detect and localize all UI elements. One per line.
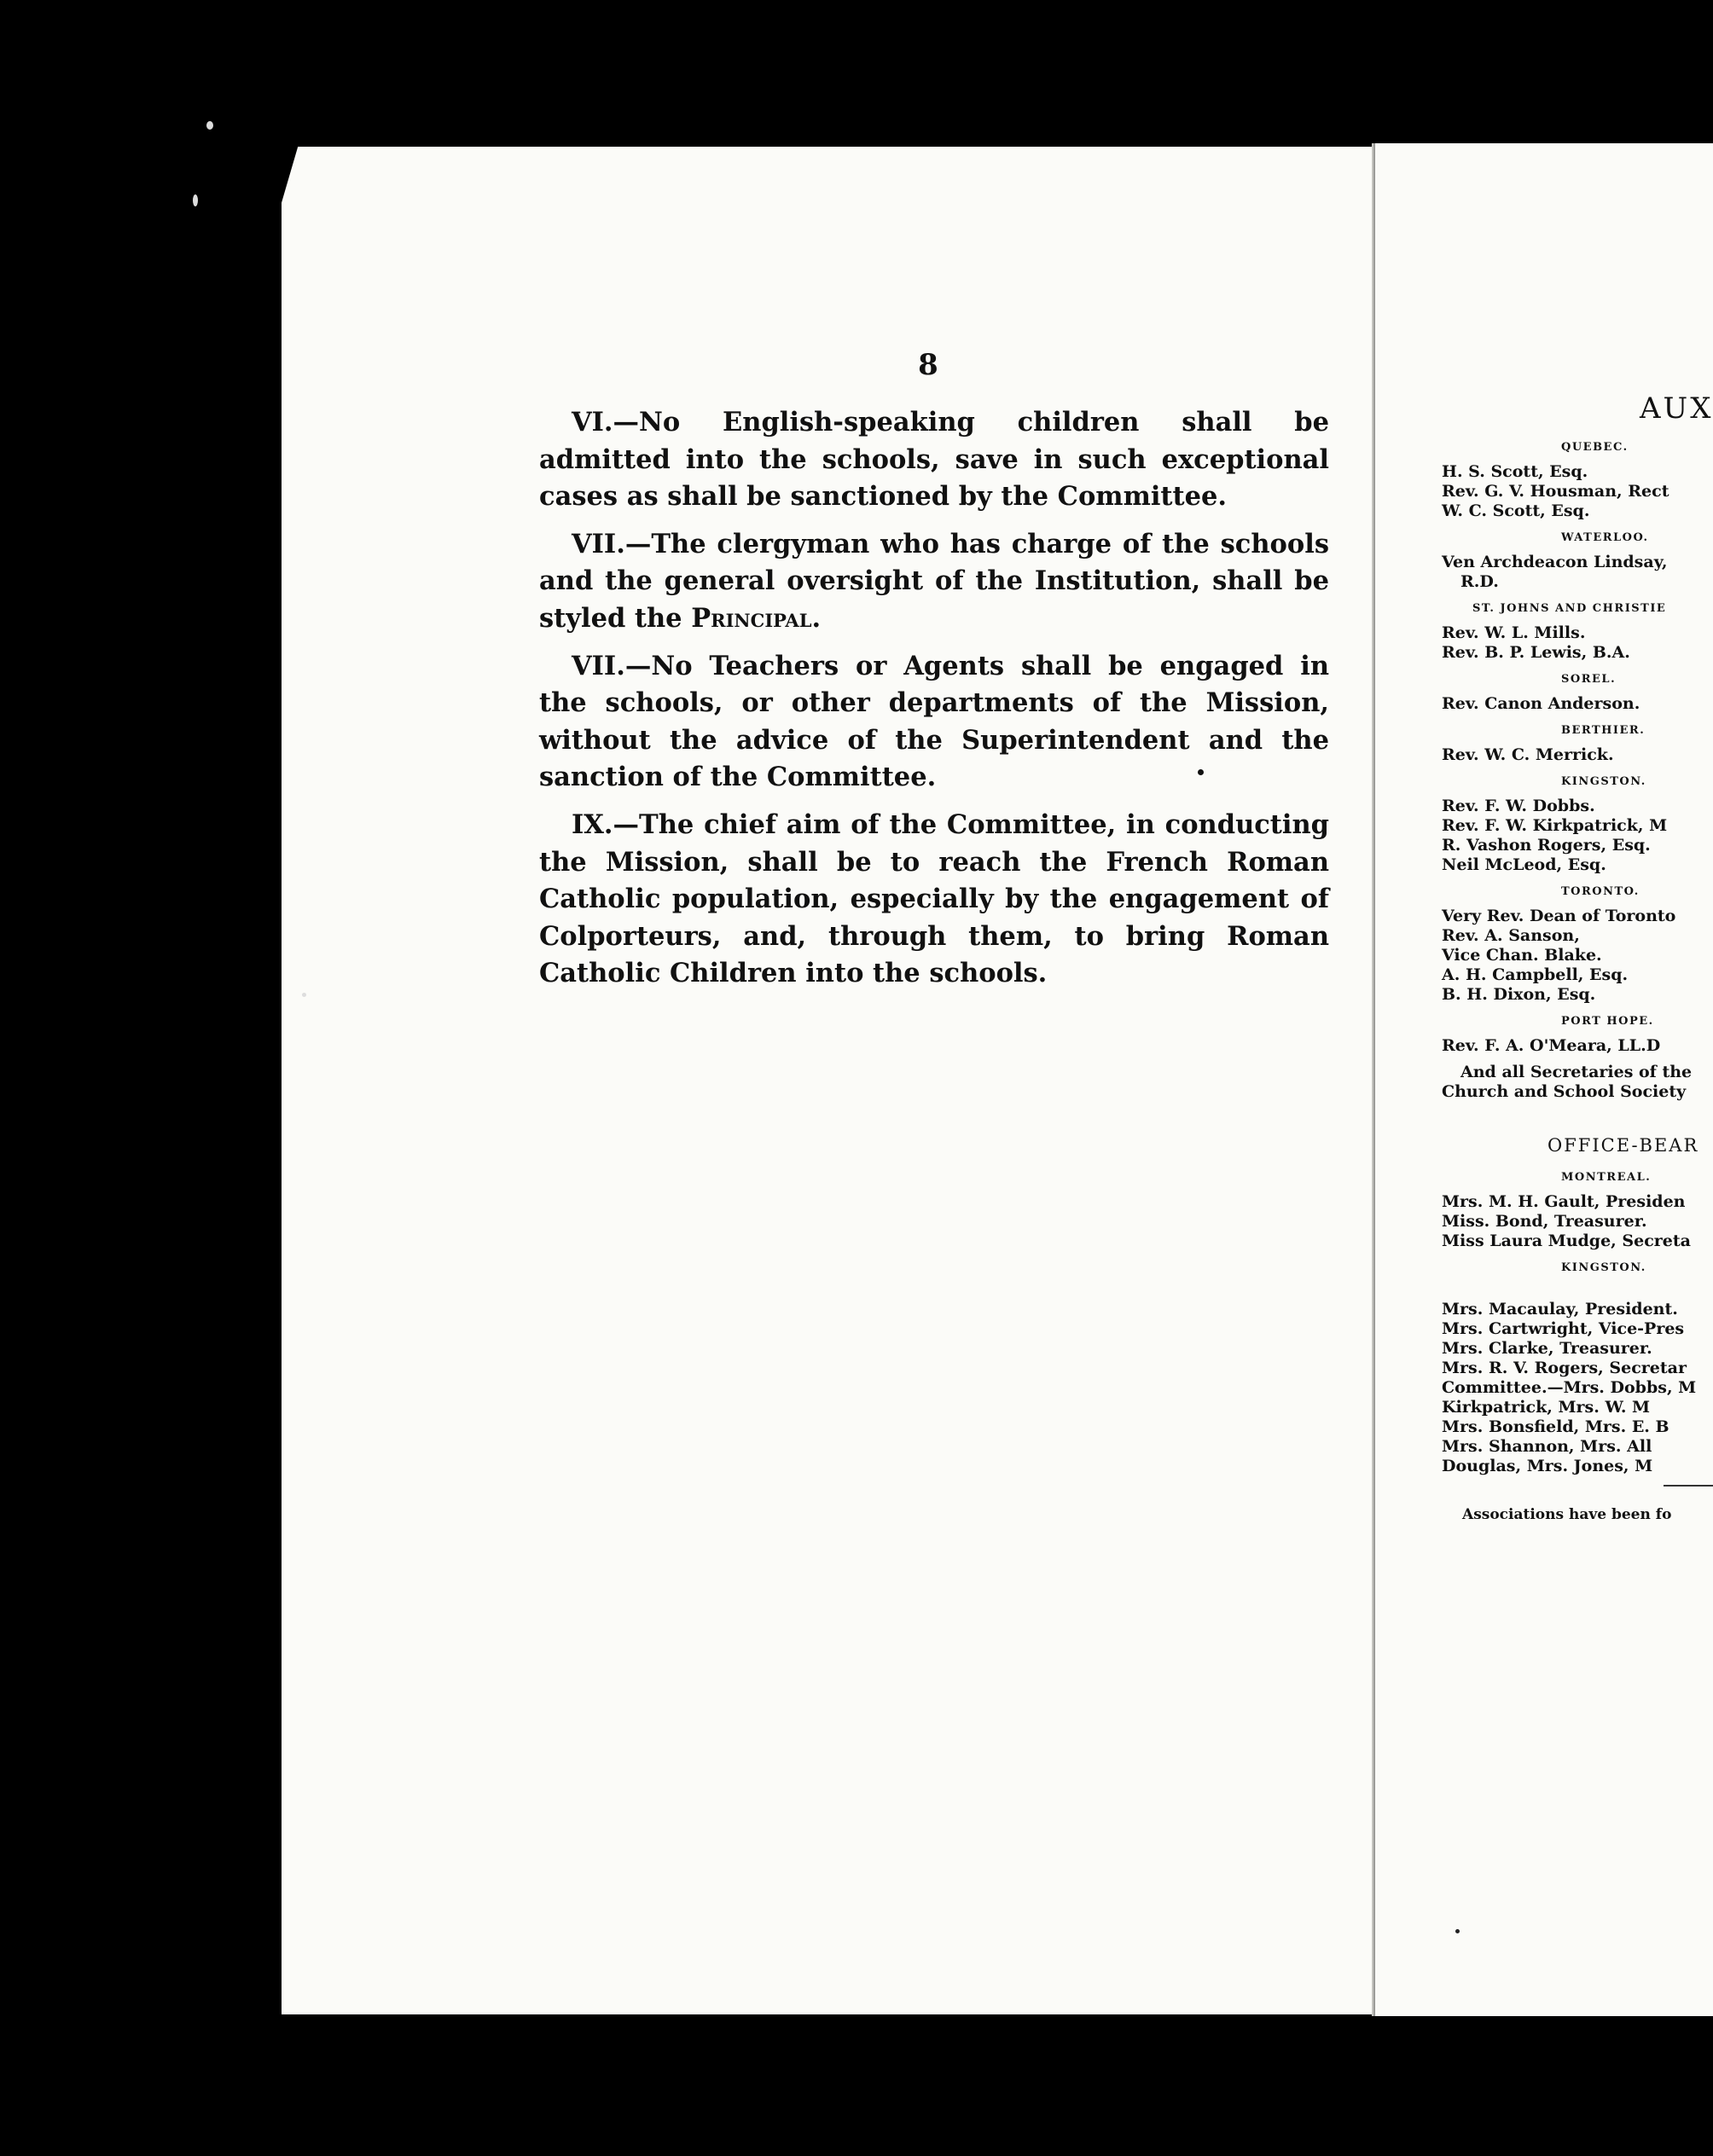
member-line: Rev. A. Sanson,	[1442, 926, 1580, 945]
section-heading-port-hope: PORT HOPE.	[1561, 1015, 1654, 1028]
office-line: Kirkpatrick, Mrs. W. M	[1442, 1398, 1651, 1417]
auxiliary-title: AUX	[1640, 391, 1713, 426]
rule-vii-principal-paragraph	[539, 526, 1329, 638]
section-divider-rule	[1664, 1485, 1713, 1487]
office-heading-montreal: MONTREAL.	[1561, 1171, 1652, 1184]
office-line: Miss. Bond, Treasurer.	[1442, 1212, 1647, 1231]
member-line: Rev. Canon Anderson.	[1442, 694, 1640, 713]
office-line: Mrs. R. V. Rogers, Secretar	[1442, 1359, 1687, 1377]
rule-vi-paragraph: VI.—No English-speaking children shall be admitted into the schools, save in such exceptional cases as shall be sanctioned by the Committee.	[539, 407, 1329, 513]
office-line: Mrs. Clarke, Treasurer.	[1442, 1339, 1652, 1358]
scan-speck	[302, 993, 306, 997]
member-line: Ven Archdeacon Lindsay,	[1442, 553, 1668, 571]
stray-ink-dot	[1198, 769, 1204, 775]
member-line: H. S. Scott, Esq.	[1442, 462, 1588, 481]
member-line: A. H. Campbell, Esq.	[1442, 965, 1629, 984]
office-line: Mrs. Bonsfield, Mrs. E. B	[1442, 1417, 1669, 1436]
member-line: R.D.	[1460, 572, 1499, 591]
section-heading-waterloo: WATERLOO.	[1561, 531, 1649, 544]
left-page-text	[539, 404, 1329, 1003]
member-line: Rev. F. W. Dobbs.	[1442, 797, 1595, 815]
office-line: Mrs. Shannon, Mrs. All	[1442, 1437, 1652, 1456]
right-page-text	[1442, 391, 1713, 1525]
office-line: Miss Laura Mudge, Secreta	[1442, 1232, 1691, 1250]
member-line: Rev. W. L. Mills.	[1442, 623, 1586, 642]
rule-ix-paragraph: IX.—The chief aim of the Committee, in conducting the Mission, shall be to reach the French Roman Catholic population, especially by the engagement of Colporteurs, and, through them, to bring Roman Catholic Children into the schools.	[539, 808, 1329, 989]
member-line: Rev. G. V. Housman, Rect	[1442, 482, 1669, 501]
secretaries-note: And all Secretaries of the	[1460, 1063, 1693, 1081]
member-line: Rev. B. P. Lewis, B.A.	[1442, 643, 1630, 662]
member-line: Very Rev. Dean of Toronto	[1442, 907, 1676, 925]
member-line: Rev. F. A. O'Meara, LL.D	[1442, 1036, 1661, 1055]
office-line: Mrs. Macaulay, President.	[1442, 1300, 1678, 1319]
office-line: Mrs. M. H. Gault, Presiden	[1442, 1192, 1686, 1211]
associations-line: Associations have been fo	[1462, 1506, 1672, 1523]
secretaries-note: Church and School Society	[1442, 1082, 1687, 1101]
rule-vii-teachers-paragraph: VII.—No Teachers or Agents shall be engaged in the schools, or other departments of the Mission, without the advice of the Superintendent and the sanction of the Committee.	[539, 650, 1329, 793]
office-heading-kingston: KINGSTON.	[1561, 1261, 1646, 1274]
scan-speck	[1455, 1929, 1460, 1933]
member-line: B. H. Dixon, Esq.	[1442, 985, 1596, 1004]
section-heading-st-johns: ST. JOHNS AND CHRISTIE	[1472, 602, 1667, 615]
member-line: Rev. W. C. Merrick.	[1442, 745, 1614, 764]
principal-term: Principal.	[691, 602, 822, 634]
office-line: Committee.—Mrs. Dobbs, M	[1442, 1378, 1697, 1397]
member-line: W. C. Scott, Esq.	[1442, 501, 1590, 520]
section-heading-sorel: SOREL.	[1561, 673, 1617, 686]
section-heading-kingston: KINGSTON.	[1561, 775, 1646, 788]
section-heading-toronto: TORONTO.	[1561, 885, 1640, 898]
section-heading-berthier: BERTHIER.	[1561, 724, 1646, 737]
scan-speck	[206, 121, 213, 130]
office-bearers-title: OFFICE-BEAR	[1548, 1135, 1699, 1156]
member-line: R. Vashon Rogers, Esq.	[1442, 836, 1651, 855]
office-line: Mrs. Cartwright, Vice-Pres	[1442, 1319, 1685, 1338]
office-line: Douglas, Mrs. Jones, M	[1442, 1457, 1653, 1475]
member-line: Vice Chan. Blake.	[1442, 946, 1602, 965]
page-number: 8	[918, 348, 938, 382]
scan-speck	[193, 194, 198, 206]
member-line: Neil McLeod, Esq.	[1442, 855, 1606, 874]
member-line: Rev. F. W. Kirkpatrick, M	[1442, 816, 1668, 835]
section-heading-quebec: QUEBEC.	[1561, 441, 1629, 454]
rule-vii-principal-text: VII.—The clergyman who has charge of the schools and the general oversight of the Institution, shall be styled the	[539, 528, 1329, 634]
